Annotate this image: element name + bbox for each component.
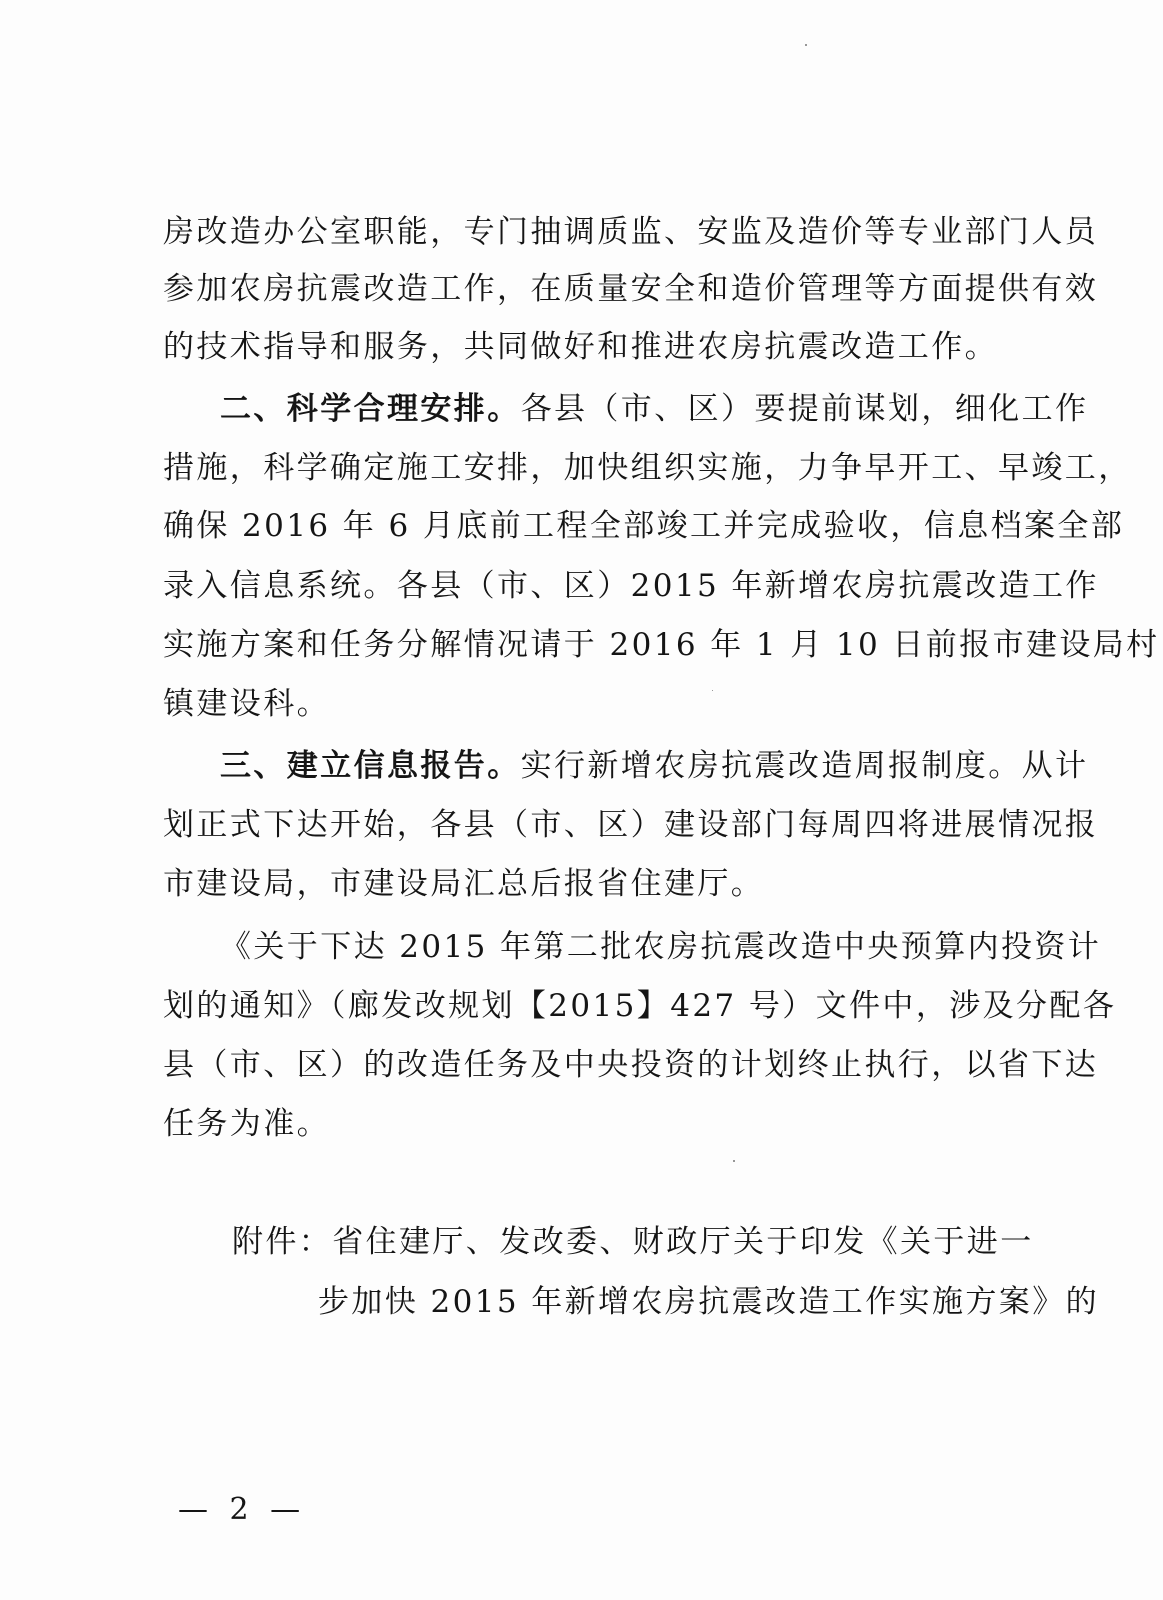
attachment-line-1: 附件：省住建厅、发改委、财政厅关于印发《关于进一 xyxy=(232,1224,1034,1260)
paragraph-2-line-1-rest: 各县（市、区）要提前谋划，细化工作 xyxy=(520,391,1089,427)
page-number: — 2 — xyxy=(178,1492,307,1527)
paragraph-4-line-2: 划的通知》（廊发改规划【2015】427 号）文件中，涉及分配各 xyxy=(163,988,1117,1024)
paragraph-3-line-3: 市建设局，市建设局汇总后报省住建厅。 xyxy=(163,866,765,902)
paragraph-4-line-1: 《关于下达 2015 年第二批农房抗震改造中央预算内投资计 xyxy=(220,929,1102,965)
paragraph-2-line-4: 录入信息系统。各县（市、区）2015 年新增农房抗震改造工作 xyxy=(163,568,1099,604)
paragraph-3-line-2: 划正式下达开始，各县（市、区）建设部门每周四将进展情况报 xyxy=(163,807,1099,843)
scan-speck xyxy=(712,690,713,691)
attachment-line-2: 步加快 2015 年新增农房抗震改造工作实施方案》的 xyxy=(318,1284,1099,1320)
paragraph-1-line-3: 的技术指导和服务，共同做好和推进农房抗震改造工作。 xyxy=(163,329,998,365)
paragraph-3-line-1 xyxy=(220,746,1089,786)
paragraph-4-line-3: 县（市、区）的改造任务及中央投资的计划终止执行，以省下达 xyxy=(163,1047,1099,1083)
paragraph-1-line-1: 房改造办公室职能，专门抽调质监、安监及造价等专业部门人员 xyxy=(163,214,1099,250)
paragraph-2-line-5: 实施方案和任务分解情况请于 2016 年 1 月 10 日前报市建设局村 xyxy=(163,627,1160,663)
paragraph-1-line-2: 参加农房抗震改造工作，在质量安全和造价管理等方面提供有效 xyxy=(163,271,1099,307)
paragraph-3-line-1-rest: 实行新增农房抗震改造周报制度。从计 xyxy=(520,748,1089,784)
paragraph-2-line-3: 确保 2016 年 6 月底前工程全部竣工并完成验收，信息档案全部 xyxy=(163,508,1125,544)
section-heading-2: 二、科学合理安排。 xyxy=(220,391,521,427)
scan-speck xyxy=(805,44,807,46)
paragraph-2-line-6: 镇建设科。 xyxy=(163,686,330,722)
paragraph-2-line-2: 措施，科学确定施工安排，加快组织实施，力争早开工、早竣工， xyxy=(163,450,1132,486)
paragraph-2-line-1 xyxy=(220,389,1089,429)
section-heading-3: 三、建立信息报告。 xyxy=(220,748,521,784)
scan-speck xyxy=(733,1160,735,1162)
paragraph-4-line-4: 任务为准。 xyxy=(163,1106,330,1142)
